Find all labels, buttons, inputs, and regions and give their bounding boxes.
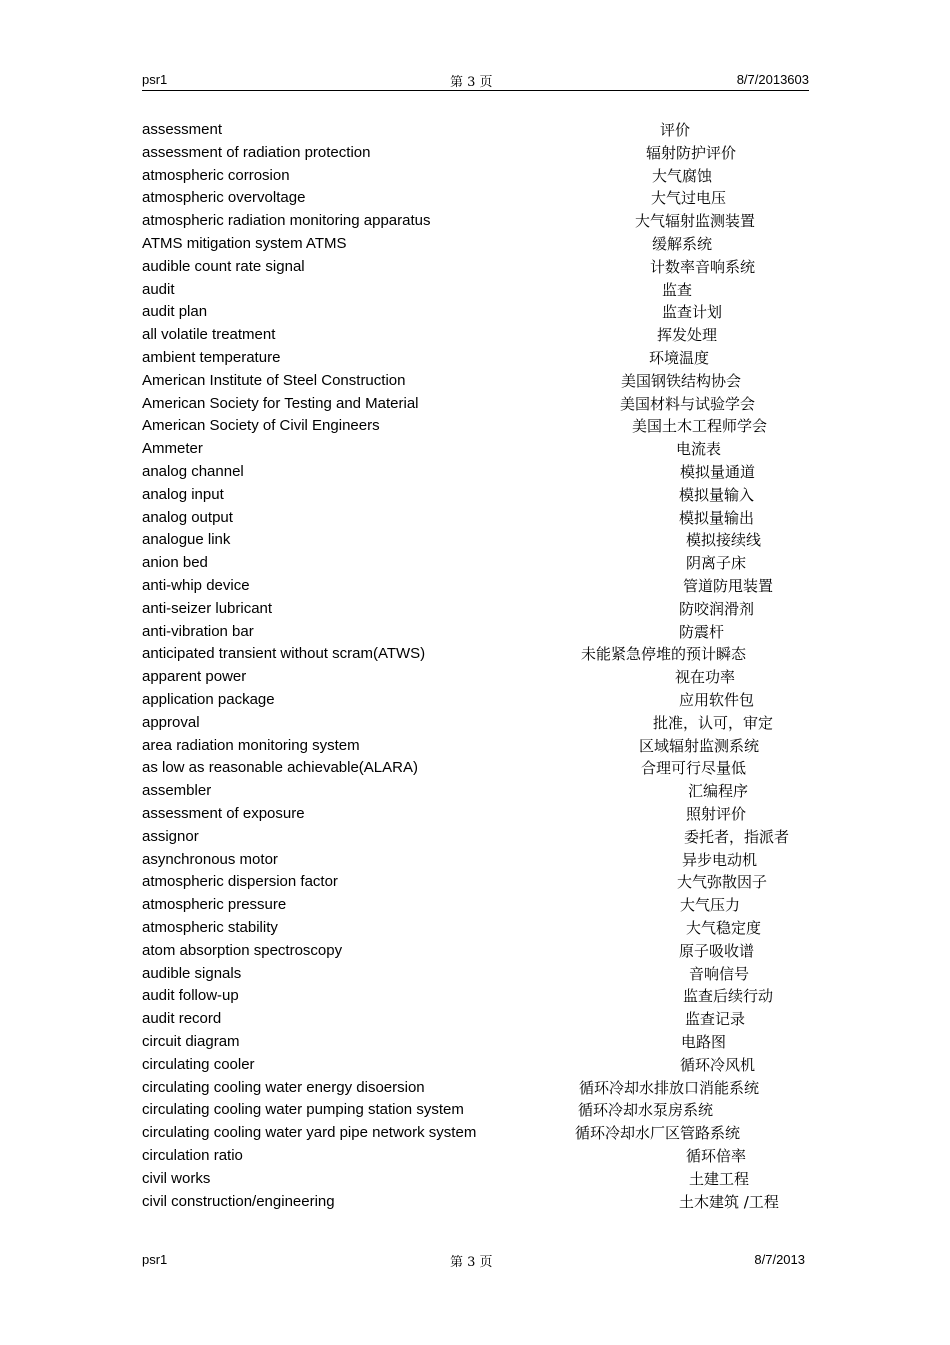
- english-term: atmospheric pressure: [142, 896, 287, 914]
- chinese-term: 大气腐蚀: [652, 166, 713, 185]
- chinese-term: 管道防甩装置: [683, 577, 774, 595]
- chinese-term: 缓解系统: [652, 235, 713, 253]
- glossary-entry: [0, 712, 950, 735]
- glossary-entry: [0, 871, 950, 894]
- glossary-entry: [0, 438, 950, 461]
- chinese-term: 土木建筑 /工程: [679, 1192, 779, 1211]
- english-term: American Society for Testing and Material: [142, 394, 419, 412]
- glossary-entry: [0, 940, 950, 963]
- chinese-term: 循环冷却水排放口消能系统: [579, 1078, 760, 1097]
- english-term: anion bed: [142, 554, 208, 572]
- glossary-entry: [0, 1168, 950, 1191]
- glossary-entry: [0, 347, 950, 370]
- chinese-term: 视在功率: [675, 668, 736, 687]
- chinese-term: 大气稳定度: [686, 919, 762, 937]
- glossary-entry: [0, 119, 950, 142]
- glossary-entry: [0, 393, 950, 416]
- chinese-term: 防震杆: [679, 622, 725, 641]
- header-doc-name: psr1: [142, 72, 168, 87]
- glossary-entry: [0, 142, 950, 165]
- chinese-term: 评价: [660, 121, 691, 139]
- page-footer: [142, 1250, 809, 1270]
- chinese-term: 循环倍率: [686, 1147, 747, 1165]
- glossary-entry: [0, 210, 950, 233]
- chinese-term: 区域辐射监测系统: [639, 736, 760, 755]
- chinese-term: 循环冷却水厂区管路系统: [575, 1124, 741, 1143]
- header-date: 8/7/2013603: [736, 72, 809, 87]
- glossary-entry: [0, 1099, 950, 1122]
- glossary-entry: [0, 415, 950, 438]
- english-term: as low as reasonable achievable(ALARA): [142, 759, 418, 777]
- chinese-term: 委托者，指派者: [684, 827, 790, 846]
- chinese-term: 模拟量通道: [680, 463, 756, 481]
- chinese-term: 环境温度: [649, 349, 710, 367]
- chinese-term: 大气过电压: [651, 189, 727, 208]
- chinese-term: 监查后续行动: [683, 987, 774, 1006]
- chinese-term: 未能紧急停堆的预计瞬态: [581, 645, 747, 664]
- glossary-entry: [0, 279, 950, 302]
- glossary-entry: [0, 621, 950, 644]
- glossary-entry: [0, 598, 950, 621]
- chinese-term: 模拟量输出: [679, 508, 755, 527]
- english-term: atmospheric dispersion factor: [142, 873, 338, 891]
- chinese-term: 照射评价: [686, 805, 747, 823]
- footer-date: 8/7/2013: [754, 1252, 805, 1267]
- chinese-term: 防咬润滑剂: [679, 599, 755, 618]
- glossary-entry: [0, 256, 950, 279]
- glossary-entry: [0, 826, 950, 849]
- chinese-term: 应用软件包: [679, 691, 755, 709]
- english-term: assessment: [142, 121, 223, 138]
- english-term: ambient temperature: [142, 349, 281, 366]
- chinese-term: 监查记录: [685, 1010, 746, 1029]
- glossary-entry: [0, 1145, 950, 1168]
- footer-doc-name: psr1: [142, 1252, 168, 1267]
- english-term: circulating cooling water pumping station system: [142, 1101, 464, 1119]
- glossary-entry: [0, 780, 950, 803]
- glossary-entry: [0, 484, 950, 507]
- chinese-term: 大气压力: [680, 896, 741, 915]
- chinese-term: 阴离子床: [686, 554, 747, 573]
- english-term: civil construction/engineering: [142, 1192, 335, 1210]
- english-term: audible count rate signal: [142, 257, 305, 275]
- glossary-entry: [0, 301, 950, 324]
- glossary-entry: [0, 689, 950, 712]
- chinese-term: 电流表: [676, 440, 722, 459]
- glossary-entry: [0, 1077, 950, 1100]
- chinese-term: 原子吸收谱: [679, 941, 755, 960]
- english-term: area radiation monitoring system: [142, 736, 360, 754]
- glossary-entry: [0, 894, 950, 917]
- glossary-entry: [0, 917, 950, 940]
- english-term: analog output: [142, 508, 233, 526]
- english-term: audit record: [142, 1010, 222, 1028]
- glossary-entry: [0, 1191, 950, 1214]
- glossary-entry: [0, 963, 950, 986]
- glossary-entry: [0, 461, 950, 484]
- english-term: apparent power: [142, 668, 247, 686]
- glossary-entry: [0, 165, 950, 188]
- chinese-term: 循环冷风机: [680, 1055, 756, 1074]
- glossary-entry: [0, 666, 950, 689]
- chinese-term: 循环冷却水泵房系统: [578, 1101, 714, 1120]
- english-term: assignor: [142, 827, 199, 845]
- english-term: approval: [142, 713, 200, 731]
- english-term: all volatile treatment: [142, 326, 276, 344]
- chinese-term: 模拟接续线: [686, 531, 762, 550]
- english-term: circuit diagram: [142, 1033, 240, 1050]
- english-term: assembler: [142, 782, 212, 800]
- chinese-term: 辐射防护评价: [646, 143, 737, 162]
- chinese-term: 挥发处理: [657, 326, 718, 345]
- english-term: analog input: [142, 485, 224, 503]
- english-term: circulating cooler: [142, 1055, 255, 1073]
- english-term: audit follow-up: [142, 987, 239, 1005]
- english-term: assessment of radiation protection: [142, 143, 371, 161]
- glossary-entry: [0, 803, 950, 826]
- english-term: anti-seizer lubricant: [142, 599, 273, 617]
- glossary-entry: [0, 643, 950, 666]
- english-term: audit plan: [142, 303, 208, 321]
- english-term: ATMS mitigation system ATMS: [142, 235, 347, 252]
- chinese-term: 监查计划: [662, 303, 723, 322]
- english-term: analog channel: [142, 463, 244, 480]
- glossary-entry: [0, 1122, 950, 1145]
- english-term: atmospheric corrosion: [142, 166, 290, 184]
- footer-page-number: 第 3 页: [450, 1255, 493, 1270]
- chinese-term: 美国钢铁结构协会: [621, 371, 742, 390]
- glossary-entry: [0, 1008, 950, 1031]
- english-term: civil works: [142, 1169, 211, 1187]
- english-term: audible signals: [142, 964, 242, 982]
- english-term: audit: [142, 280, 175, 298]
- glossary-entry: [0, 529, 950, 552]
- glossary-entry: [0, 1031, 950, 1054]
- english-term: anti-vibration bar: [142, 622, 254, 640]
- chinese-term: 美国土木工程师学会: [632, 417, 768, 436]
- english-term: circulation ratio: [142, 1147, 243, 1164]
- glossary-entry: [0, 187, 950, 210]
- glossary-entry: [0, 757, 950, 780]
- glossary-entry: [0, 575, 950, 598]
- english-term: circulating cooling water energy disoersion: [142, 1078, 425, 1096]
- english-term: anticipated transient without scram(ATWS): [142, 645, 426, 663]
- english-term: analogue link: [142, 531, 231, 549]
- english-term: anti-whip device: [142, 577, 250, 594]
- english-term: American Society of Civil Engineers: [142, 417, 380, 435]
- header-page-number: 第 3 页: [450, 75, 493, 90]
- english-term: atmospheric stability: [142, 919, 278, 936]
- glossary-entry: [0, 324, 950, 347]
- glossary-entry: [0, 507, 950, 530]
- chinese-term: 大气弥散因子: [677, 873, 768, 892]
- chinese-term: 计数率音响系统: [650, 257, 756, 276]
- chinese-term: 异步电动机: [682, 850, 758, 869]
- chinese-term: 电路图: [681, 1033, 727, 1051]
- english-term: circulating cooling water yard pipe network system: [142, 1124, 477, 1142]
- english-term: American Institute of Steel Construction: [142, 371, 406, 389]
- glossary-entry: [0, 233, 950, 256]
- glossary-entry: [0, 552, 950, 575]
- english-term: Ammeter: [142, 440, 203, 458]
- chinese-term: 汇编程序: [688, 782, 749, 801]
- chinese-term: 模拟量输入: [679, 485, 755, 504]
- chinese-term: 批准，认可，审定: [653, 713, 774, 732]
- chinese-term: 监查: [662, 280, 693, 299]
- english-term: assessment of exposure: [142, 805, 305, 822]
- chinese-term: 合理可行尽量低: [641, 759, 747, 778]
- english-term: asynchronous motor: [142, 850, 278, 868]
- chinese-term: 美国材料与试验学会: [620, 394, 756, 413]
- glossary-entry: [0, 370, 950, 393]
- chinese-term: 音响信号: [689, 964, 750, 983]
- glossary-entry: [0, 985, 950, 1008]
- chinese-term: 土建工程: [689, 1169, 750, 1188]
- english-term: atmospheric radiation monitoring apparatus: [142, 212, 431, 230]
- glossary-entry: [0, 735, 950, 758]
- english-term: application package: [142, 691, 275, 708]
- glossary-entry: [0, 849, 950, 872]
- english-term: atmospheric overvoltage: [142, 189, 306, 207]
- glossary-entry: [0, 1054, 950, 1077]
- chinese-term: 大气辐射监测装置: [635, 212, 756, 231]
- english-term: atom absorption spectroscopy: [142, 941, 343, 959]
